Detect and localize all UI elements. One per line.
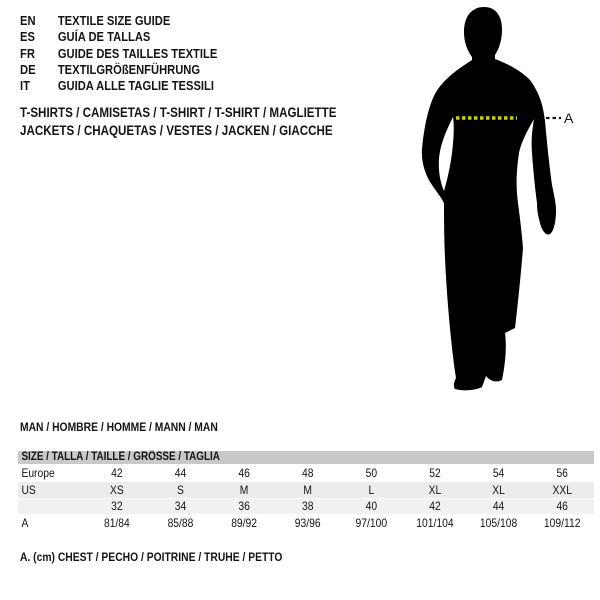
row-label xyxy=(18,499,85,514)
language-code: EN xyxy=(20,13,36,28)
table-row-europe xyxy=(18,464,594,482)
table-cell: 54 xyxy=(492,466,505,480)
table-cell: 46 xyxy=(238,466,250,480)
section-title-man: MAN / HOMBRE / HOMME / MANN / MAN xyxy=(20,420,218,434)
language-row xyxy=(20,46,217,62)
table-cell: 42 xyxy=(111,466,123,480)
category-line-jackets: JACKETS / CHAQUETAS / VESTES / JACKEN / GIACCHE xyxy=(20,122,333,138)
category-line-tshirts: T-SHIRTS / CAMISETAS / T-SHIRT / T-SHIRT / MAGLIETTE xyxy=(20,105,337,120)
table-cell: 89/92 xyxy=(231,516,258,530)
table-row-us-numeric xyxy=(18,498,594,514)
language-label: GUÍA DE TALLAS xyxy=(57,29,151,45)
table-cell: 34 xyxy=(174,499,187,513)
language-code: FR xyxy=(20,45,35,61)
table-cell: 101/104 xyxy=(416,516,454,530)
table-cell: 48 xyxy=(301,466,314,480)
table-cell: 85/88 xyxy=(167,516,194,530)
table-cell: 56 xyxy=(556,466,568,480)
table-cell: 40 xyxy=(365,499,378,513)
table-cell: XXL xyxy=(552,483,572,497)
language-code: IT xyxy=(20,78,30,94)
table-cell: S xyxy=(177,483,184,497)
table-cell: 81/84 xyxy=(103,516,130,530)
language-label: GUIDA ALLE TAGLIE TESSILI xyxy=(57,78,214,94)
measurement-footnote: A. (cm) CHEST / PECHO / POITRINE / TRUHE / PETTO xyxy=(20,550,283,564)
row-label: US xyxy=(21,483,36,497)
language-label: TEXTILE SIZE GUIDE xyxy=(57,13,171,28)
table-cell: L xyxy=(368,483,375,497)
table-cell: 93/96 xyxy=(294,516,321,530)
size-table-header: SIZE / TALLA / TAILLE / GRÖSSE / TAGLIA xyxy=(18,451,594,464)
table-cell: 36 xyxy=(238,499,250,513)
size-guide-figure xyxy=(408,3,583,398)
row-label: Europe xyxy=(21,466,55,480)
table-cell: 50 xyxy=(365,466,378,480)
language-label: TEXTILGRÖßENFÜHRUNG xyxy=(57,61,201,77)
table-cell: 44 xyxy=(174,466,187,480)
language-list xyxy=(20,13,249,94)
table-cell: XS xyxy=(109,483,124,497)
table-cell: 109/112 xyxy=(543,516,581,530)
man-silhouette-figure xyxy=(422,7,556,390)
language-code: ES xyxy=(20,29,35,45)
language-row xyxy=(20,13,217,29)
language-label: GUIDE DES TAILLES TEXTILE xyxy=(57,45,218,61)
table-cell: XL xyxy=(428,483,442,497)
table-row-chest-a xyxy=(18,514,594,532)
table-cell: 44 xyxy=(492,499,505,513)
table-cell: 42 xyxy=(429,499,441,513)
table-cell: M xyxy=(239,483,249,497)
language-row xyxy=(20,78,217,94)
table-row-us xyxy=(18,482,594,498)
category-heading xyxy=(20,104,388,139)
language-row xyxy=(20,62,217,78)
measurement-label-a: A xyxy=(564,110,574,126)
table-cell: XL xyxy=(492,483,505,497)
size-table xyxy=(18,451,594,532)
table-cell: M xyxy=(303,483,313,497)
row-label: A xyxy=(21,516,29,530)
table-cell: 46 xyxy=(556,499,568,513)
table-cell: 38 xyxy=(301,499,314,513)
table-cell: 52 xyxy=(429,466,441,480)
table-cell: 32 xyxy=(111,499,123,513)
language-row xyxy=(20,29,217,45)
table-cell: 97/100 xyxy=(355,516,388,530)
table-cell: 105/108 xyxy=(479,516,518,530)
language-code: DE xyxy=(20,61,36,77)
